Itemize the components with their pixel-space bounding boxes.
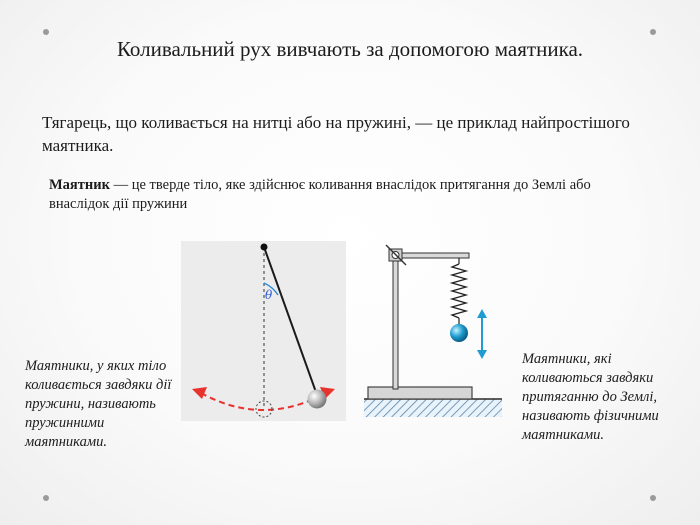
swing-arrow-left-icon — [192, 387, 207, 399]
pendulum-string — [264, 247, 317, 395]
stand-base — [368, 387, 472, 399]
angle-label: θ — [265, 288, 273, 302]
definition-paragraph — [49, 176, 609, 214]
pendulum-bob — [308, 390, 327, 409]
corner-dot — [43, 29, 49, 35]
slide-title: Коливальний рух вивчають за допомогою маятника. — [116, 37, 584, 61]
definition-term: Маятник — [49, 177, 110, 193]
stand-rod — [393, 252, 398, 389]
stand-arm — [398, 253, 469, 258]
spring-ball — [450, 324, 468, 342]
arrow-up-icon — [477, 309, 487, 318]
definition-text: — це тверде тіло, яке здійснює коливання внаслідок притягання до Землі або внаслідок дії пружини — [49, 177, 591, 212]
corner-dot — [650, 29, 656, 35]
lead-paragraph: Тягарець, що коливається на нитці або на пружині, — це приклад найпростішого маятника. — [42, 113, 630, 155]
pendulum-illustration — [181, 241, 346, 421]
spring-pendulum-figure — [362, 234, 502, 420]
corner-dot — [650, 495, 656, 501]
caption-physical-pendulums: Маятники, які коливаються завдяки притяганню до Землі, називають фізичними маятниками. — [522, 351, 659, 443]
table-surface — [364, 399, 502, 417]
caption-spring-pendulums: Маятники, у яких тіло коливається завдяки дії пружини, називають пружинними маятниками. — [25, 358, 172, 450]
spring-coil — [452, 264, 466, 318]
pivot-point — [261, 244, 268, 251]
corner-dot — [43, 495, 49, 501]
spring-pendulum-illustration — [362, 234, 502, 420]
pendulum-figure — [181, 241, 346, 421]
arrow-down-icon — [477, 350, 487, 359]
